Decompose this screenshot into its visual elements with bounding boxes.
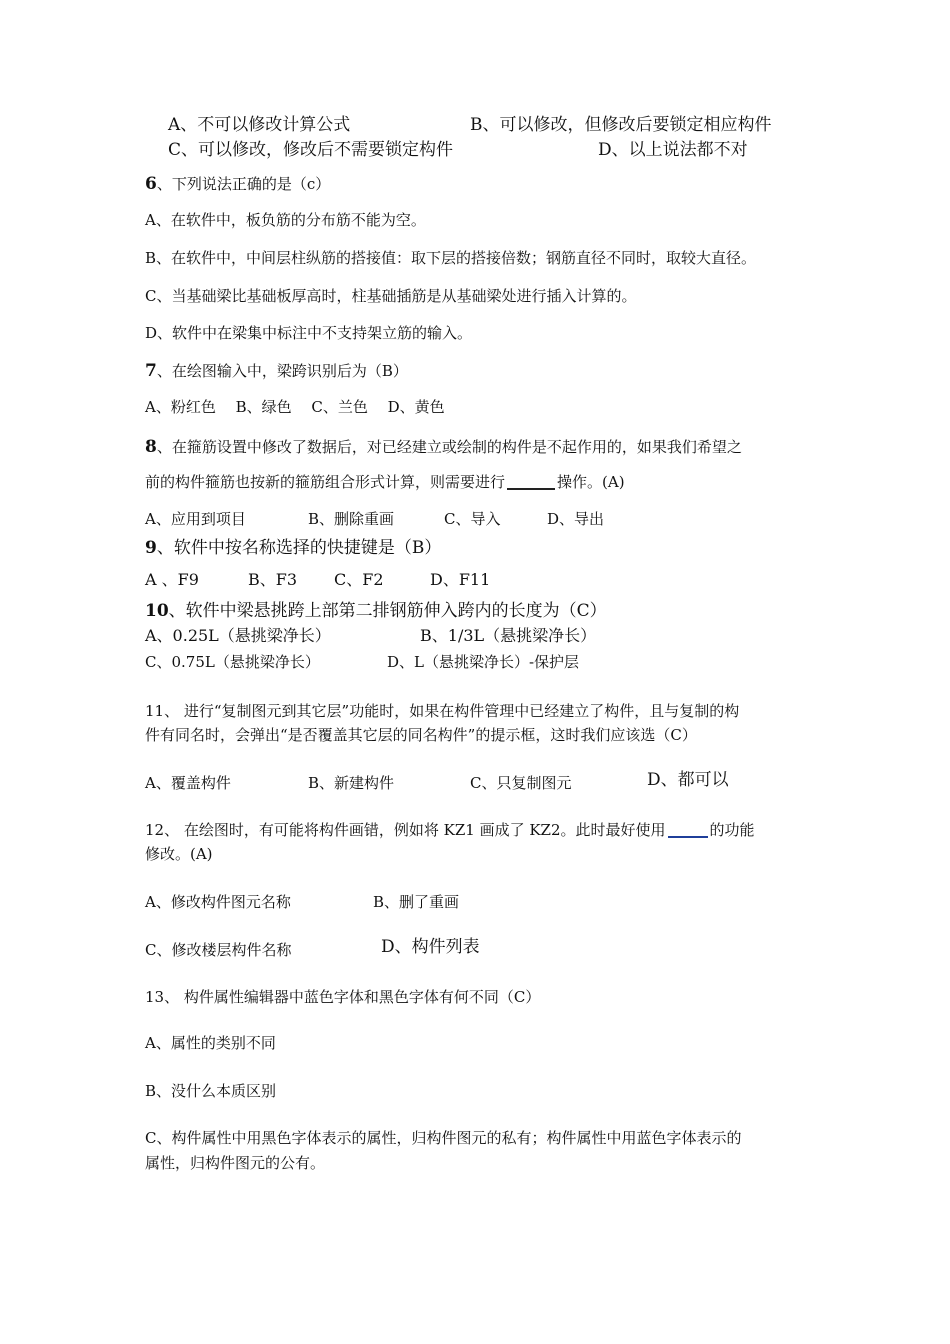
q8-stem-part-a: 前的构件箍筋也按新的箍筋组合形式计算，则需要进行 [145,473,506,491]
q6-stem-text: 、下列说法正确的是（c） [156,175,331,193]
q7-stem [145,363,408,380]
q6-stem [145,176,330,193]
q6-option-a: A、在软件中，板负筋的分布筋不能为空。 [145,211,426,229]
q9-stem [145,540,441,557]
q6-option-c: C、当基础梁比基础板厚高时，柱基础插筋是从基础梁处进行插入计算的。 [145,287,637,305]
q12-option-d: D、构件列表 [381,937,480,957]
q8-stem-part-b: 操作。(A) [557,473,625,491]
q12-stem-part-a: 12、 在绘图时，有可能将构件画错，例如将 KZ1 画成了 KZ2。此时最好使用 [145,821,666,839]
q12-stem-line1 [145,823,755,838]
q12-option-c: C、修改楼层构件名称 [145,941,292,959]
q8-fill-blank [507,488,555,490]
q7-stem-text: 、在绘图输入中，梁跨识别后为（B） [156,362,408,380]
q13-option-c-line2: 属性，归构件图元的公有。 [145,1154,326,1172]
q5-option-c: C、可以修改，修改后不需要锁定构件 [168,140,454,160]
q8-option-c: C、导入 [444,510,501,528]
q12-option-b: B、删了重画 [373,893,460,911]
q13-option-a: A、属性的类别不同 [145,1034,276,1052]
q8-stem-line1 [145,439,742,456]
q13-option-c-line1: C、构件属性中用黑色字体表示的属性，归构件图元的私有；构件属性中用蓝色字体表示的 [145,1129,742,1147]
q6-option-d: D、软件中在梁集中标注中不支持架立筋的输入。 [145,324,473,342]
q11-option-b: B、新建构件 [308,774,395,792]
q10-option-b: B、1/3L（悬挑梁净长） [420,626,597,645]
q6-option-b: B、在软件中，中间层柱纵筋的搭接值：取下层的搭接倍数；钢筋直径不同时，取较大直径。 [145,249,757,267]
q7-options: A、粉红色 B、绿色 C、兰色 D、黄色 [145,398,445,416]
q10-option-a: A、0.25L（悬挑梁净长） [145,626,331,645]
q12-option-a: A、修改构件图元名称 [145,893,291,911]
q11-option-a: A、覆盖构件 [145,774,231,792]
q9-number: 9 [145,538,157,558]
q5-option-d: D、以上说法都不对 [598,140,748,160]
q8-option-b: B、删除重画 [308,510,395,528]
q12-stem-line2: 修改。(A) [145,845,213,863]
q11-stem-line1: 11、 进行“复制图元到其它层”功能时，如果在构件管理中已经建立了构件，且与复制的构 [145,702,740,720]
q9-option-d: D、F11 [430,570,491,589]
q5-option-b: B、可以修改，但修改后要锁定相应构件 [470,115,772,135]
q9-stem-text: 、软件中按名称选择的快捷键是（B） [156,538,442,558]
q10-stem [145,603,607,620]
q10-option-d: D、L（悬挑梁净长）-保护层 [387,653,580,671]
q8-stem-text: 、在箍筋设置中修改了数据后，对已经建立或绘制的构件是不起作用的，如果我们希望之 [156,438,742,456]
q5-option-a: A、不可以修改计算公式 [168,115,351,135]
q11-option-c: C、只复制图元 [470,774,572,792]
q13-stem: 13、 构件属性编辑器中蓝色字体和黑色字体有何不同（C） [145,988,541,1006]
q8-stem-line2 [145,475,625,490]
q9-option-a: A 、F9 [145,570,199,589]
q11-stem-line2: 件有同名时，会弹出“是否覆盖其它层的同名构件”的提示框，这时我们应该选（C） [145,726,697,744]
q9-option-b: B、F3 [248,570,298,589]
q10-number: 10 [145,601,169,621]
q11-option-d: D、都可以 [647,770,729,790]
q7-number: 7 [145,361,157,381]
q6-number: 6 [145,174,157,194]
q13-option-b: B、没什么本质区别 [145,1082,277,1100]
q10-stem-text: 、软件中梁悬挑跨上部第二排钢筋伸入跨内的长度为（C） [168,601,607,621]
q8-option-d: D、导出 [547,510,605,528]
q12-stem-part-b: 的功能 [709,821,755,839]
q10-option-c: C、0.75L（悬挑梁净长） [145,653,320,671]
q8-number: 8 [145,437,157,457]
q12-fill-blank [668,836,708,838]
q9-option-c: C、F2 [334,570,384,589]
q8-option-a: A、应用到项目 [145,510,246,528]
